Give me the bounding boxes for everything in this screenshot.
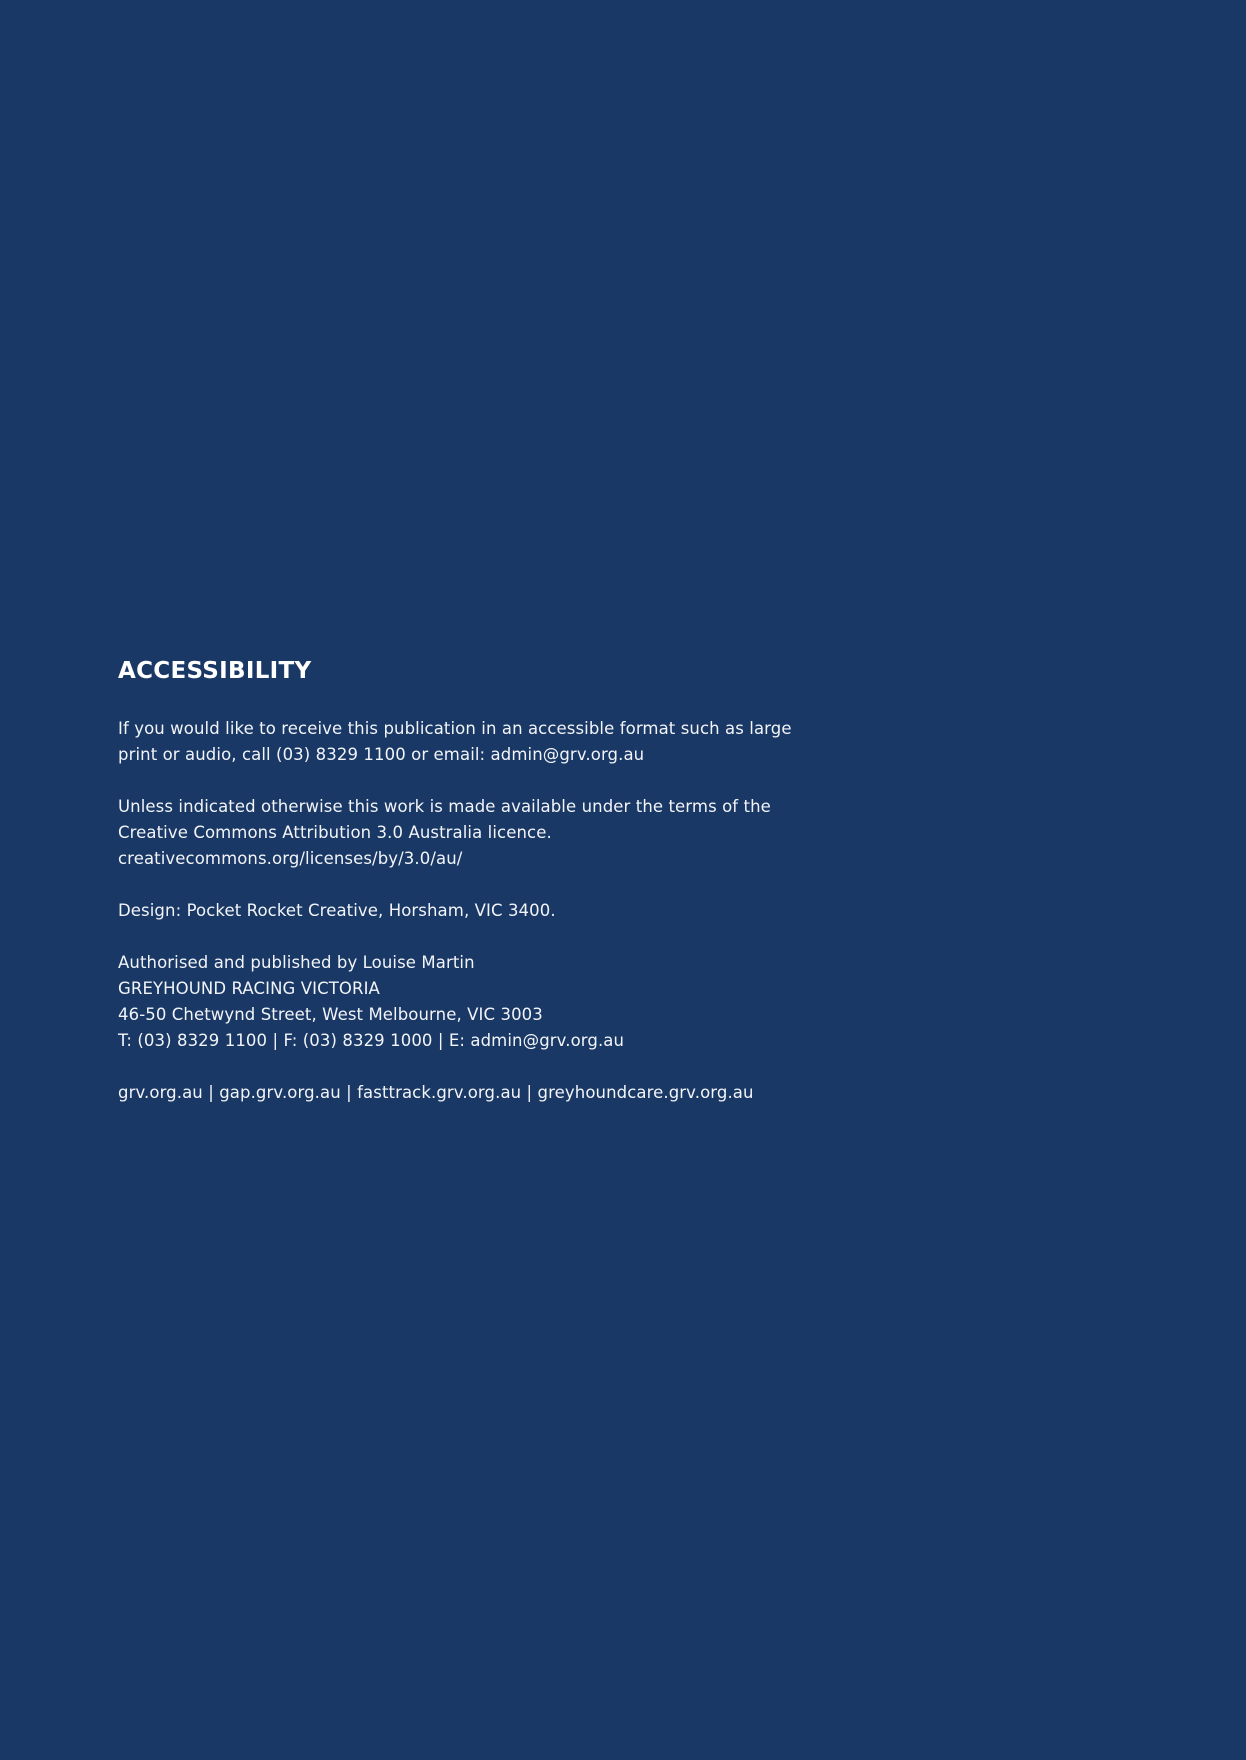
request-line-2: print or audio, call (03) 8329 1100 or email: admin@grv.org.au	[118, 745, 645, 764]
accessibility-section	[118, 656, 818, 1132]
design-credit-text: Design: Pocket Rocket Creative, Horsham, VIC 3400.	[118, 901, 556, 920]
licence-statement	[118, 794, 818, 872]
accessible-format-request	[118, 716, 818, 768]
contact-details: T: (03) 8329 1100 | F: (03) 8329 1000 | E: admin@grv.org.au	[118, 1031, 625, 1050]
design-credit	[118, 898, 818, 924]
website-list: grv.org.au | gap.grv.org.au | fasttrack.grv.org.au | greyhoundcare.grv.org.au	[118, 1083, 754, 1102]
request-line-1: If you would like to receive this publication in an accessible format such as large	[118, 719, 792, 738]
licence-url: creativecommons.org/licenses/by/3.0/au/	[118, 849, 463, 868]
organisation-address: 46-50 Chetwynd Street, West Melbourne, VIC 3003	[118, 1005, 543, 1024]
publisher-details	[118, 950, 818, 1054]
website-links	[118, 1080, 818, 1106]
licence-line-2: Creative Commons Attribution 3.0 Australia licence.	[118, 823, 552, 842]
accessibility-heading: ACCESSIBILITY	[118, 658, 312, 684]
licence-line-1: Unless indicated otherwise this work is made available under the terms of the	[118, 797, 771, 816]
organisation-name: GREYHOUND RACING VICTORIA	[118, 979, 380, 998]
authorised-by: Authorised and published by Louise Martin	[118, 953, 475, 972]
